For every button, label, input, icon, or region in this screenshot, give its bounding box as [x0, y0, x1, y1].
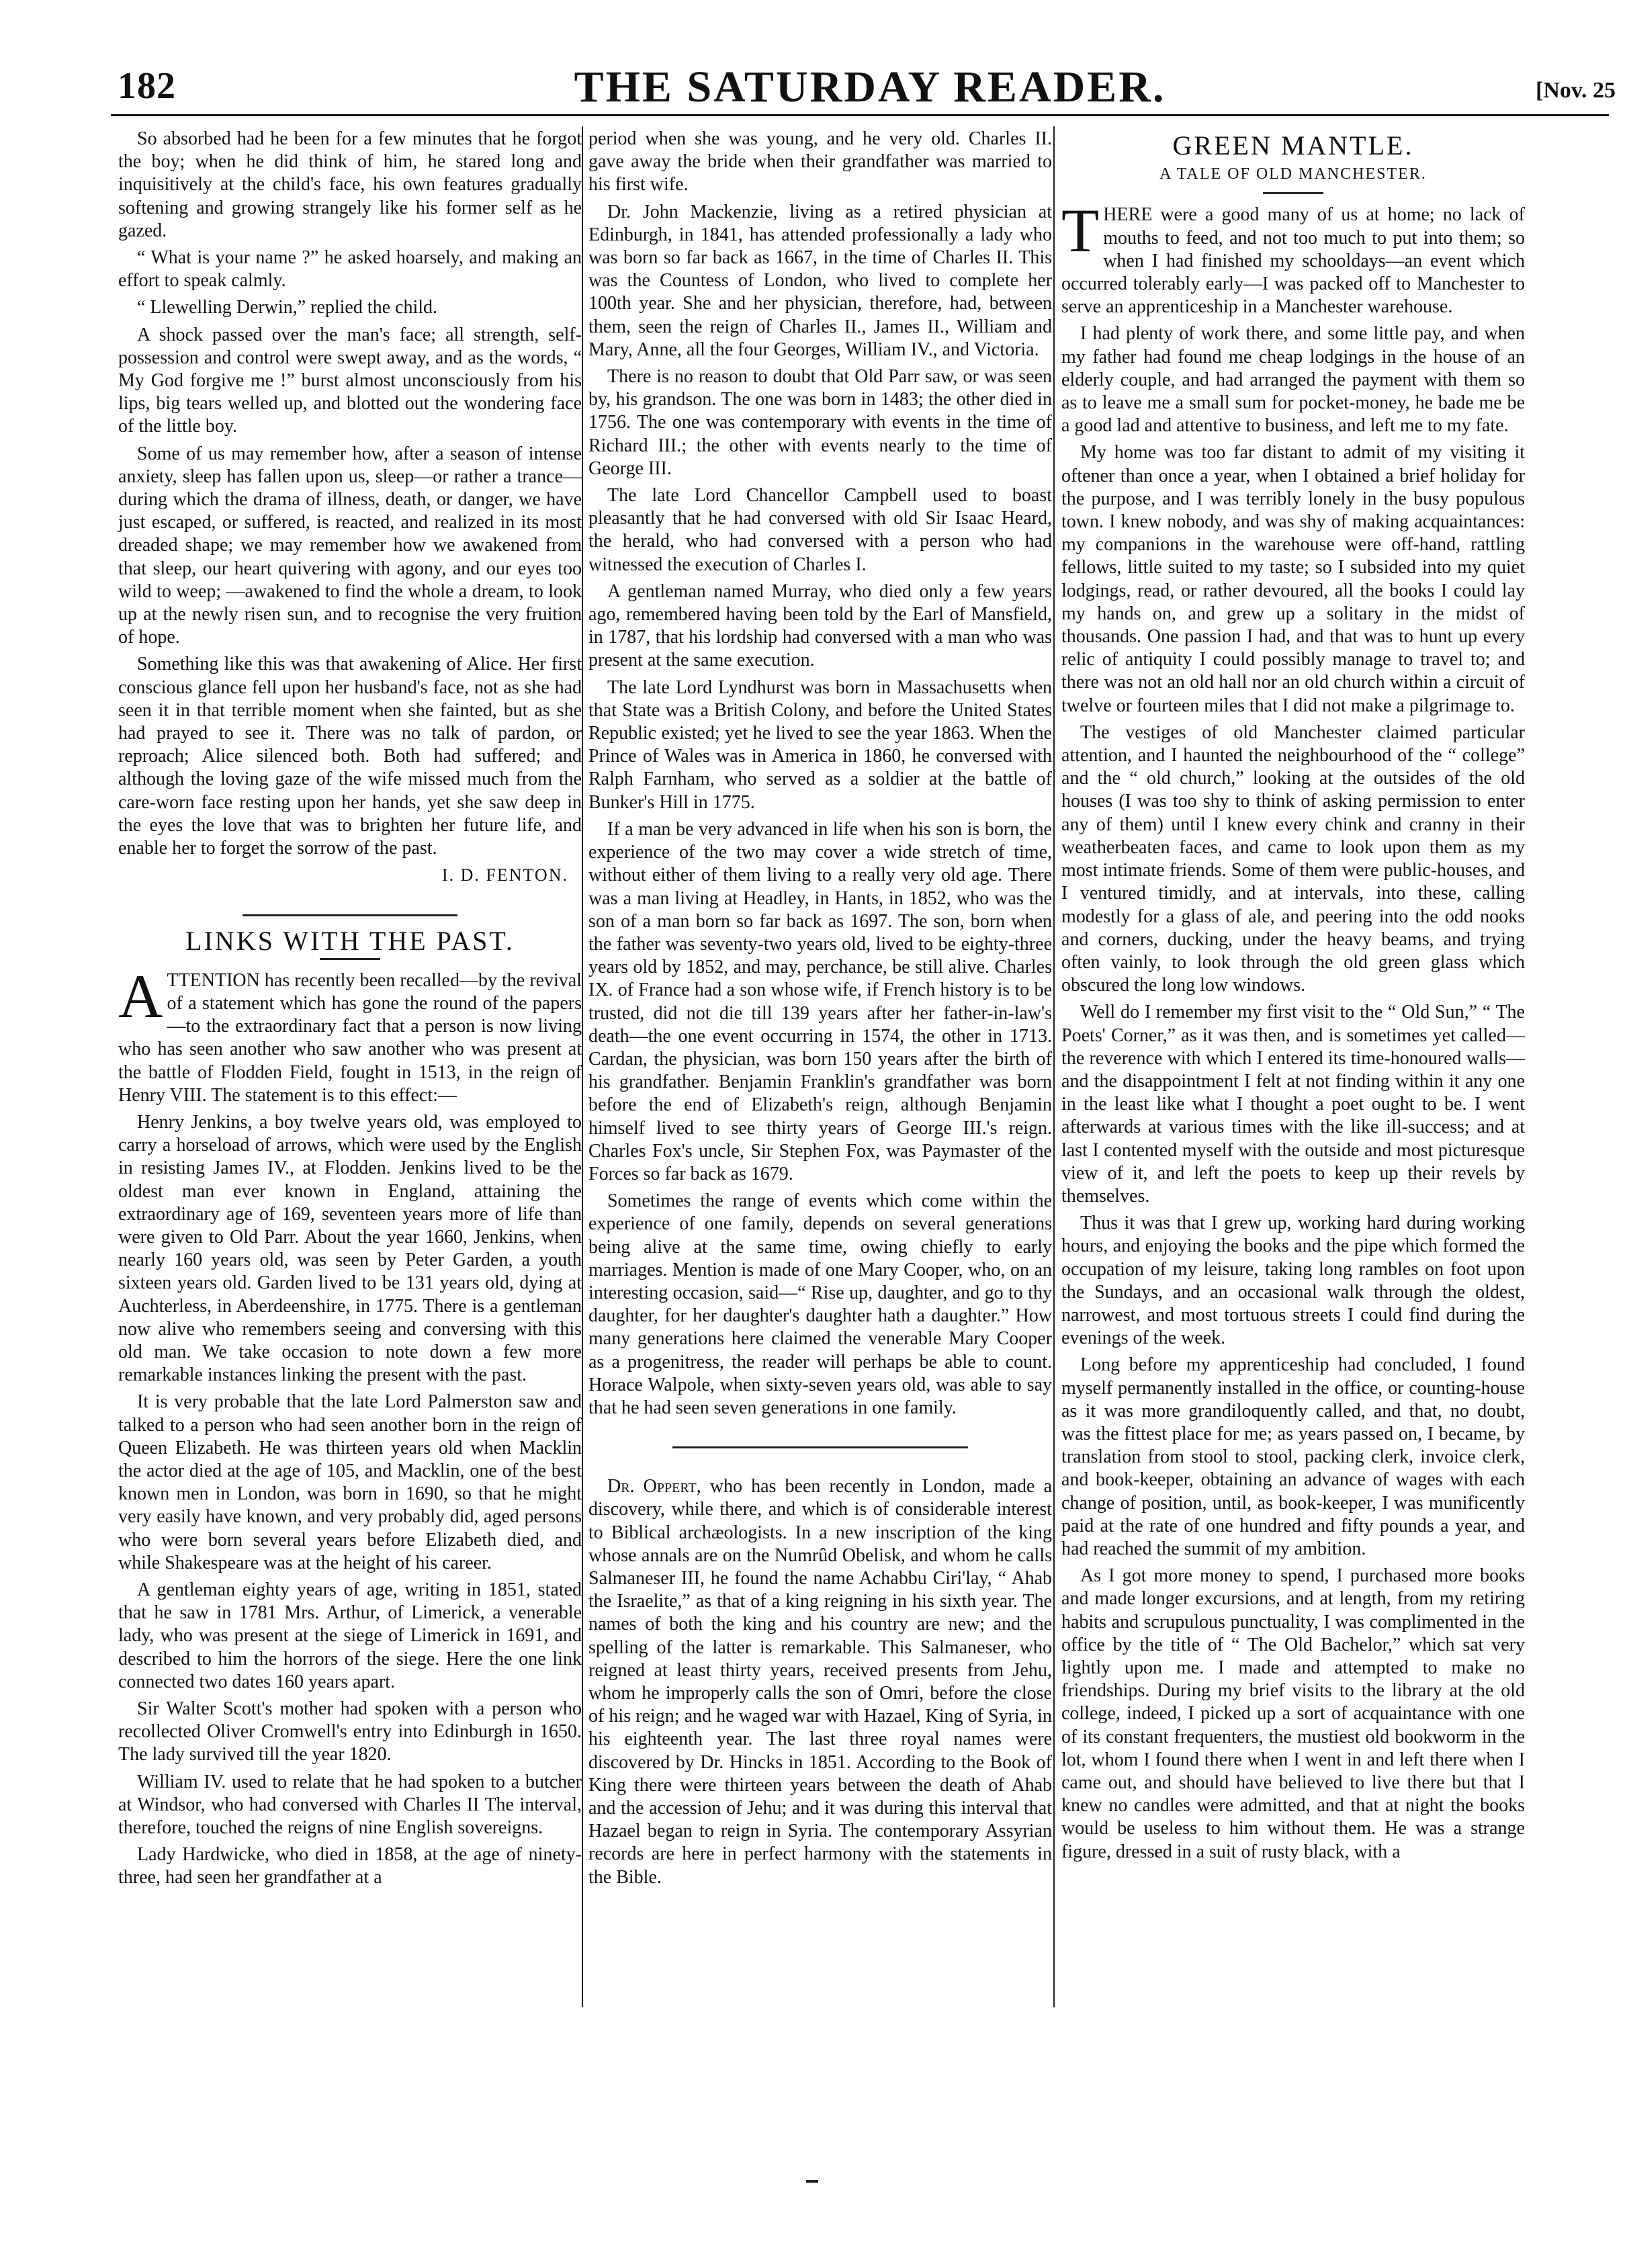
title-rule	[1263, 192, 1323, 194]
column-divider-1	[582, 126, 583, 2007]
story-title-green-mantle: GREEN MANTLE.	[1172, 130, 1414, 161]
section-divider	[672, 1446, 968, 1448]
article-paragraph: Sometimes the range of events which come within the experience of one family, depends on several generations being alive at the same time, owing chiefly to early marriages. Mention is made of one Mary Cooper, who, on an interesting occasion, said—“ Rise up, daughter, and go to thy daughter, for her daughter's daughter hath a daughter.” How many generations here claimed the venerable Mary Cooper as a progenitress, the reader will perhaps be able to count. Horace Walpole, when sixty-seven years old, was able to say that he had seen seven generations in one family.	[588, 1190, 1052, 1418]
article-paragraph: Lady Hardwicke, who died in 1858, at the age of ninety-three, had seen her grandfather at a	[118, 1844, 582, 1888]
article-lead-paragraph	[118, 961, 582, 1107]
story-paragraph: “ Llewelling Derwin,” replied the child.	[137, 297, 438, 318]
article-paragraph: Sir Walter Scott's mother had spoken with a person who recollected Oliver Cromwell's entry into Edinburgh in 1650. The lady survived till the year 1820.	[118, 1698, 582, 1765]
story-paragraph: So absorbed had he been for a few minutes that he forgot the boy; when he did think of him, he stared long and inquisitively at the child's face, his own features gradually softening and growing strangely like his former self as he gazed.	[118, 128, 582, 241]
news-note-paragraph	[588, 1475, 1052, 1889]
story-paragraph: Something like this was that awakening of Alice. Her first conscious glance fell upon her husband's face, not as she had seen it in that terrible moment when she fainted, but as she had prayed to see it. There was no talk of pardon, or reproach; Alice silenced both. Both had suffered; and although the loving gaze of the wife missed much from the care-worn face resting upon her hands, yet she saw deep in the eyes the love that was to brighten her future life, and enable her to forget the sorrow of the past.	[118, 654, 582, 859]
column-1	[118, 128, 582, 1894]
lead-text: HERE were a good many of us at home; no lack of mouths to feed, and not too much to put into them; so when I had finished my schooldays—an event which occurred tolerably early—I was packed off to Manchester to serve an apprenticeship in a Manchester warehouse.	[1061, 204, 1525, 318]
article-paragraph: Henry Jenkins, a boy twelve years old, was employed to carry a horseload of arrows, which were used by the English in resisting James IV., at Flodden. Jenkins lived to be the oldest man ever known in England, attaining the extraordinary age of 169, seventeen years more of life than were given to Old Parr. About the year 1660, Jenkins, when nearly 160 years old, was seen by Peter Garden, a youth sixteen years old. Garden lived to be 131 years old, dying at Auchterless, in Aberdeenshire, in 1775. There is a gentleman now alive who remembers seeing and conversing with this old man. We take occasion to note down a few more remarkable instances linking the present with the past.	[118, 1111, 582, 1386]
page-header	[118, 60, 1625, 114]
masthead-title: THE SATURDAY READER.	[574, 62, 1166, 112]
column-3	[1061, 128, 1525, 1868]
story-paragraph: Some of us may remember how, after a season of intense anxiety, sleep has fallen upon us, sleep—or rather a trance—during which the drama of illness, death, or danger, we have just escaped, or suffered, is reacted, and realized in its most dreaded shape; we may remember how we awakened from that sleep, our heart quivering with agony, and our eyes too wild to weep; —awakened to find the whole a dream, to look up at the newly risen sun, and to recognise the very fruition of hope.	[118, 443, 582, 648]
article-paragraph: It is very probable that the late Lord Palmerston saw and talked to a person who had seen another born in the reign of Queen Elizabeth. He was thirteen years old when Macklin the actor died at the age of 105, and Macklin, one of the best known men in London, was born in 1690, so that he might very easily have known, and very probably did, aged persons who were born several years before Elizabeth died, and while Shakespeare was at the height of his career.	[118, 1391, 582, 1573]
drop-cap: A	[118, 961, 163, 1031]
article-paragraph: If a man be very advanced in life when his son is born, the experience of the two may cover a wide stretch of time, without either of them living to a really very old age. There was a man living at Headley, in Hants, in 1852, who was the son of a man born so far back as 1697. The son, born when the father was seventy-two years old, lived to be eighty-three years old by 1852, and may, perchance, be still alive. Charles IX. of France had a son whose wife, if French history is to be trusted, did not die till 139 years after her father-in-law's death—the one event occurring in 1574, the other in 1713. Cardan, the physician, was born 150 years after the birth of his grandfather. Benjamin Franklin's grandfather was born before the end of Elizabeth's reign, although Benjamin himself lived to see thirty years of George III.'s reign. Charles Fox's uncle, Sir Stephen Fox, was Paymaster of the Forces so far back as 1679.	[588, 818, 1052, 1184]
issue-date: [Nov. 25	[1536, 78, 1616, 103]
article-paragraph: There is no reason to doubt that Old Parr saw, or was seen by, his grandson. The one was born in 1483; the other died in 1756. The one was contemporary with events in the time of Richard III.; the other with events nearly to the time of George III.	[588, 366, 1052, 479]
article-paragraph-continued: period when she was young, and he very old. Charles II. gave away the bride when their grandfather was married to his first wife.	[588, 128, 1052, 195]
header-rule	[111, 114, 1609, 116]
author-signature: I. D. FENTON.	[441, 865, 568, 885]
story-paragraph: I had plenty of work there, and some little pay, and when my father had found me cheap lodgings in the house of an elderly couple, and had arranged the payment with them so as to leave me a small sum for pocket-money, he bade me be a good lad and attentive to business, and left me to my fate.	[1061, 323, 1525, 437]
story-paragraph: “ What is your name ?” he asked hoarsely, and making an effort to speak calmly.	[118, 247, 582, 292]
section-divider	[243, 914, 457, 916]
story-paragraph: As I got more money to spend, I purchased more books and made longer excursions, and at length, from my retiring habits and scrupulous punctuality, I was complimented in the office by the title of “ The Old Bachelor,” which sat very lightly upon me. I made and attempted to make no friendships. During my brief visits to the library at the old college, indeed, I picked up a sort of acquaintance with one of its constant frequenters, the mustiest old bookworm in the lot, whom I found there when I went in and left there when I came out, and should have believed to live there but that I knew no candles were admitted, and that at night the books would be useless to him without them. He was a strange figure, dressed in a suit of rusty black, with a	[1061, 1565, 1525, 1862]
article-paragraph: William IV. used to relate that he had spoken to a butcher at Windsor, who had conversed with Charles II The interval, therefore, touched the reigns of nine English sovereigns.	[118, 1771, 582, 1839]
article-paragraph: The late Lord Chancellor Campbell used to boast pleasantly that he had conversed with old Sir Isaac Heard, the herald, who had conversed with a person who had witnessed the execution of Charles I.	[588, 485, 1052, 575]
column-2	[588, 128, 1052, 1893]
story-paragraph: Thus it was that I grew up, working hard during working hours, and enjoying the books and the pipe which formed the occupation of my leisure, taking long rambles on foot upon the Sundays, and an occasional walk through the oldest, narrowest, and most tortuous streets I could find during the evenings of the week.	[1061, 1213, 1525, 1349]
story-paragraph: My home was too far distant to admit of my visiting it oftener than once a year, when I obtained a brief holiday for the purpose, and I was terribly lonely in the busy populous town. I knew nobody, and was shy of making acquaintances: my companions in the warehouse were off-hand, rattling fellows, little suited to my taste; so I subsided into my quiet lodgings, read, or rather devoured, all the books I could lay my hands on, and grew up a solitary in the midst of thousands. One passion I had, and that was to hunt up every relic of antiquity I could possibly manage to travel to; and there was not an old hall nor an old church within a circuit of twelve or fourteen miles that I did not make a pilgrimage to.	[1061, 442, 1525, 716]
page-number: 182	[118, 65, 176, 107]
story-paragraph: Well do I remember my first visit to the “ Old Sun,” “ The Poets' Corner,” as it was then, and is sometimes yet called—the reverence with which I entered its time-honoured walls—and the disappointment I felt at not finding within it any one in the least like what I thought a poet ought to be. I went afterwards at various times with the like ill-success; and at last I contented myself with the outside and most picturesque view of it, and left the poets to keep up their revels by themselves.	[1061, 1002, 1525, 1207]
story-paragraph: Long before my apprenticeship had concluded, I found myself permanently installed in the office, or counting-house as it was more grandiloquently called, and that, no doubt, was the fittest place for me; as years passed on, I became, by translation from stool to stool, packing clerk, invoice clerk, and book-keeper, obtaining an advance of wages with each change of position, until, as book-keeper, I was munificently paid at the rate of one hundred and fifty pounds a year, and had reached the summit of my ambition.	[1061, 1354, 1525, 1559]
article-paragraph: A gentleman eighty years of age, writing in 1851, stated that he saw in 1781 Mrs. Arthur, of Limerick, a venerable lady, who was present at the siege of Limerick in 1691, and described to him the horrors of the siege. Here the one link connected two dates 160 years apart.	[118, 1579, 582, 1692]
story-lead-paragraph	[1061, 196, 1525, 318]
article-title-links: LINKS WITH THE PAST.	[185, 925, 515, 956]
drop-cap: T	[1061, 196, 1100, 265]
footer-mark	[806, 2180, 818, 2183]
story-paragraph: A shock passed over the man's face; all strength, self-possession and control were swept away, and as the words, “ My God forgive me !” burst almost unconsciously from his lips, big tears welled up, and blotted out the wondering face of the little boy.	[118, 324, 582, 437]
article-paragraph: The late Lord Lyndhurst was born in Massachusetts when that State was a British Colony, and before the United States Republic existed; yet he lived to see the year 1863. When the Prince of Wales was in America in 1860, he conversed with Ralph Farnham, who served as a soldier at the battle of Bunker's Hill in 1775.	[588, 677, 1052, 813]
article-paragraph: Dr. John Mackenzie, living as a retired physician at Edinburgh, in 1841, has attended professionally a lady who was born so far back as 1667, in the time of Charles II. This was the Countess of London, who lived to complete her 100th year. She and her physician, therefore, had, between them, seen the reign of Charles II., James II., William and Mary, Anne, all the four Georges, William IV., and Victoria.	[588, 201, 1052, 360]
lead-text: TTENTION has recently been recalled—by the revival of a statement which has gone the round of the papers—to the extraordinary fact that a person is now living who has seen another who saw another who was present at the battle of Flodden Field, fought in 1513, in the reign of Henry VIII. The statement is to this effect:—	[118, 969, 582, 1106]
story-subtitle: A TALE OF OLD MANCHESTER.	[1159, 165, 1427, 183]
note-text: who has been recently in London, made a discovery, while there, and which is of considerable interest to Biblical archæologists. In a new inscription of the king whose annals are on the Numrûd Obelisk, and whom he calls Salmaneser III, he found the name Achabbu Ciri'lay, “ Ahab the Israelite,” as that of a king reigning in his sixth year. The names of both the king and his country are new; and the spelling of the latter is remarkable. This Salmaneser, who reigned at least thirty years, received presents from Jehu, whom he improperly calls the son of Omri, before the close of his reign; and he waged war with Hazael, King of Syria, in his eighteenth year. The last three royal names were discovered by Dr. Hincks in 1851. According to the Book of King there were thirteen years between the death of Ahab and the accession of Jehu; and it was during this interval that Hazael began to reign in Syria. The contemporary Assyrian records are here in perfect harmony with the statements in the Bible.	[588, 1476, 1053, 1888]
column-divider-2	[1053, 126, 1055, 2007]
story-paragraph: The vestiges of old Manchester claimed particular attention, and I haunted the neighbourhood of the “ college” and the “ old church,” looking at the outsides of the old houses (I was too shy to think of asking permission to enter any of them) until I knew every chink and cranny in their weatherbeaten faces, and came to look upon them as my most intimate friends. Some of them were public-houses, and I ventured timidly, and at intervals, into these, calling modestly for a glass of ale, and peering into the odd nooks and corners, ducking, under the heavy beams, and trying often vainly, to look through the old green glass which obscured the long low windows.	[1061, 722, 1525, 996]
article-paragraph: A gentleman named Murray, who died only a few years ago, remembered having been told by the Earl of Mansfield, in 1787, that his lordship had conversed with a man who was present at the same execution.	[588, 580, 1052, 671]
note-lead: Dr. Oppert,	[607, 1476, 701, 1497]
title-rule	[320, 958, 380, 960]
